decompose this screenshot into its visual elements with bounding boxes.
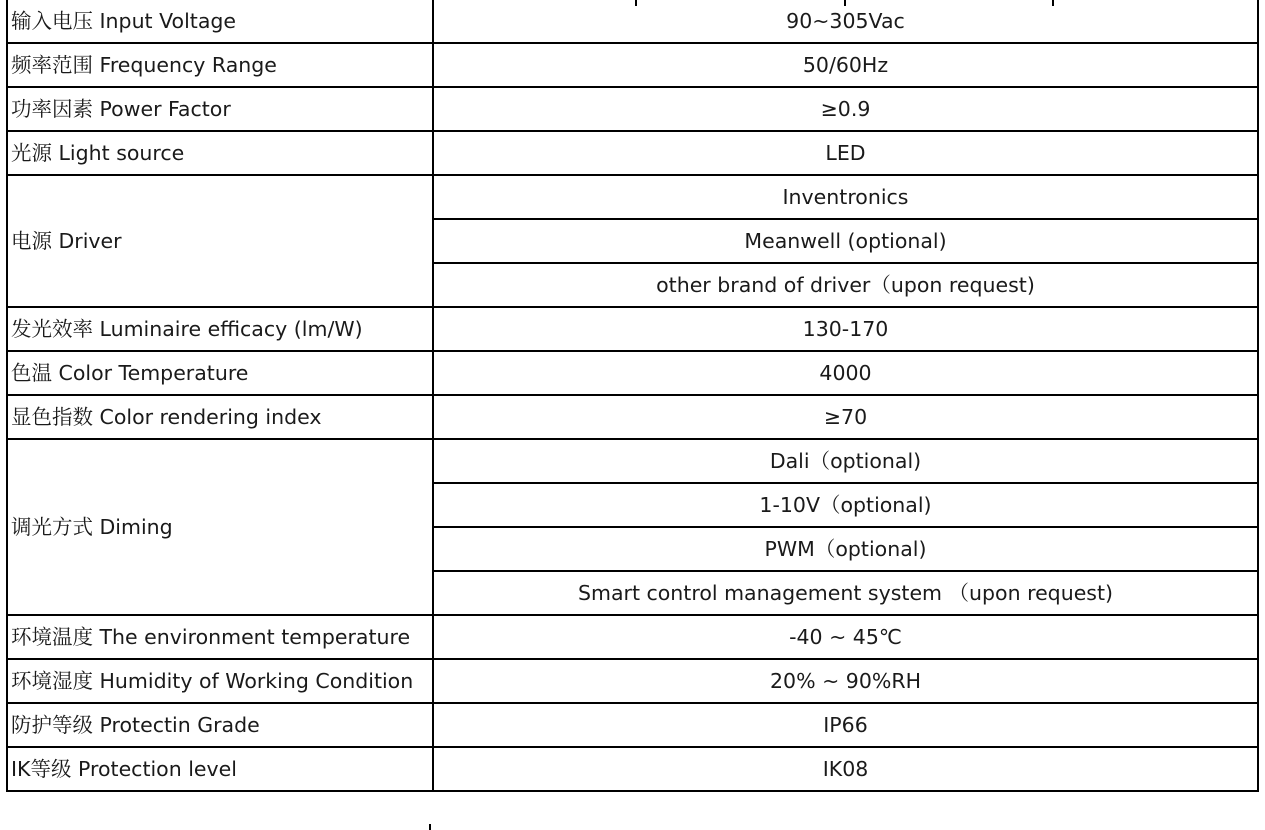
spec-value: Smart control management system （upon request) [433,571,1258,615]
spec-label: 防护等级 Protectin Grade [7,703,433,747]
spec-value: Dali（optional) [433,439,1258,483]
table-row [7,747,1258,791]
table-row [7,175,1258,219]
spec-value: ≥0.9 [433,87,1258,131]
spec-label: 输入电压 Input Voltage [7,0,433,43]
spec-value: Meanwell (optional) [433,219,1258,263]
table-row [7,659,1258,703]
table-row [7,615,1258,659]
table-row [7,703,1258,747]
table-row [7,131,1258,175]
table-row [7,439,1258,483]
spec-value: 20% ~ 90%RH [433,659,1258,703]
table-row [7,0,1258,43]
spec-label: 调光方式 Diming [7,439,433,615]
spec-label: 发光效率 Luminaire efficacy (lm/W) [7,307,433,351]
spec-value: IK08 [433,747,1258,791]
table-row [7,351,1258,395]
table-row [7,87,1258,131]
spec-value: IP66 [433,703,1258,747]
table-row [7,43,1258,87]
spec-value: other brand of driver（upon request) [433,263,1258,307]
spec-label: 环境温度 The environment temperature [7,615,433,659]
spec-label: 环境湿度 Humidity of Working Condition [7,659,433,703]
table-bottom-edge [0,824,1265,830]
spec-value: 90~305Vac [433,0,1258,43]
spec-value: 130-170 [433,307,1258,351]
spec-value: 4000 [433,351,1258,395]
spec-value: -40 ~ 45℃ [433,615,1258,659]
spec-label: 电源 Driver [7,175,433,307]
spec-value: ≥70 [433,395,1258,439]
spec-label: IK等级 Protection level [7,747,433,791]
spec-label: 功率因素 Power Factor [7,87,433,131]
spec-table [6,0,1259,792]
table-row [7,307,1258,351]
spec-label: 频率范围 Frequency Range [7,43,433,87]
spec-label: 光源 Light source [7,131,433,175]
spec-label: 色温 Color Temperature [7,351,433,395]
spec-value: 50/60Hz [433,43,1258,87]
spec-value: Inventronics [433,175,1258,219]
spec-table-body [7,0,1258,791]
spec-label: 显色指数 Color rendering index [7,395,433,439]
spec-value: PWM（optional) [433,527,1258,571]
spec-value: 1-10V（optional) [433,483,1258,527]
table-row [7,395,1258,439]
spec-value: LED [433,131,1258,175]
